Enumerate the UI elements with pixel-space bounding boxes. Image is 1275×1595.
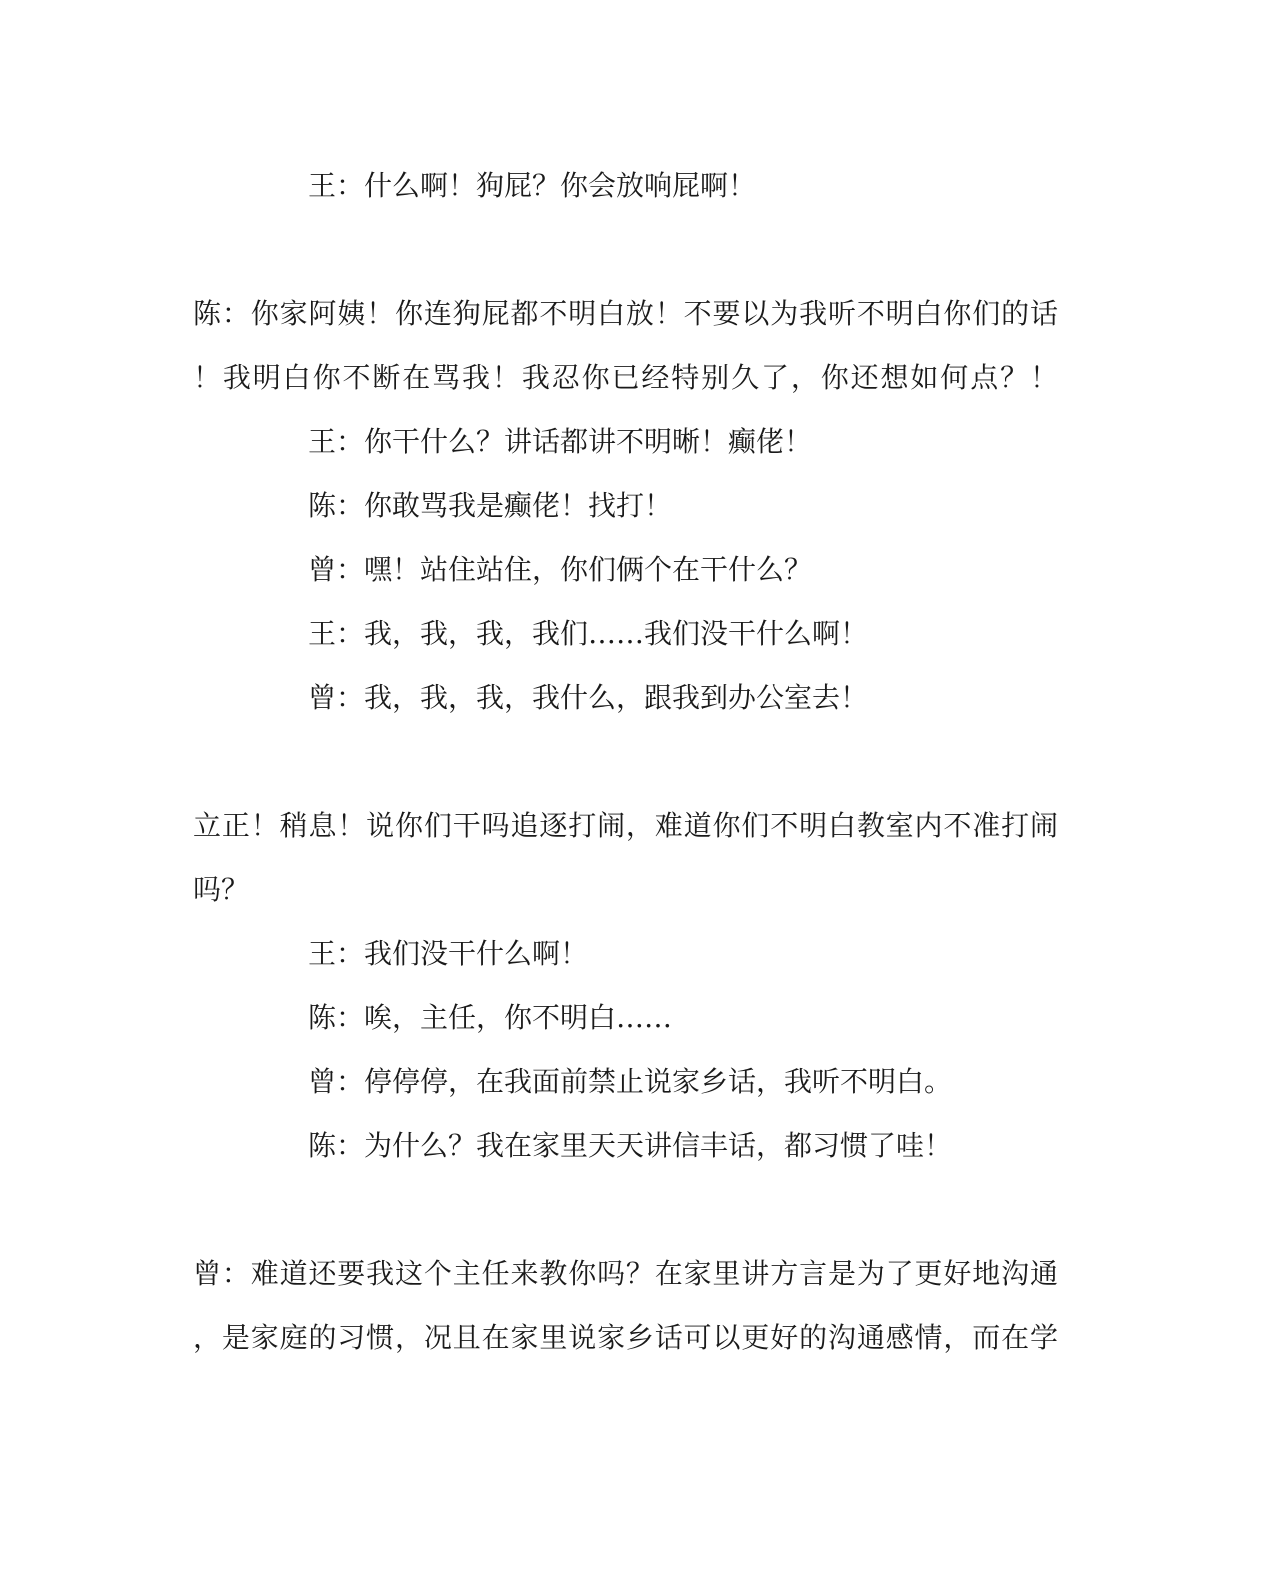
dialogue-line: 立正！稍息！说你们干吗追逐打闹，难道你们不明白教室内不准打闹 (193, 809, 1059, 842)
dialogue-line: 曾：我，我，我，我什么，跟我到办公室去！ (308, 681, 869, 714)
dialogue-line: 陈：唉，主任，你不明白…… (308, 1001, 673, 1034)
dialogue-line: ！我明白你不断在骂我！我忍你已经特别久了，你还想如何点？！ (193, 361, 1060, 394)
dialogue-line: 曾：停停停，在我面前禁止说家乡话，我听不明白。 (308, 1065, 953, 1098)
dialogue-line: 曾：嘿！站住站住，你们俩个在干什么？ (308, 553, 813, 586)
dialogue-line: 王：你干什么？讲话都讲不明晰！癫佬！ (308, 425, 813, 458)
dialogue-line: 陈：你敢骂我是癫佬！找打！ (308, 489, 673, 522)
dialogue-line: 曾：难道还要我这个主任来教你吗？在家里讲方言是为了更好地沟通 (193, 1257, 1059, 1290)
dialogue-line: 王：我，我，我，我们……我们没干什么啊！ (308, 617, 869, 650)
dialogue-line: ，是家庭的习惯，况且在家里说家乡话可以更好的沟通感情，而在学 (193, 1321, 1059, 1354)
dialogue-line: 王：我们没干什么啊！ (308, 937, 589, 970)
dialogue-line: 吗？ (193, 873, 250, 906)
dialogue-line: 陈：你家阿姨！你连狗屁都不明白放！不要以为我听不明白你们的话 (193, 297, 1059, 330)
dialogue-line: 陈：为什么？我在家里天天讲信丰话，都习惯了哇！ (308, 1129, 953, 1162)
dialogue-line: 王：什么啊！狗屁？你会放响屁啊！ (308, 169, 757, 202)
